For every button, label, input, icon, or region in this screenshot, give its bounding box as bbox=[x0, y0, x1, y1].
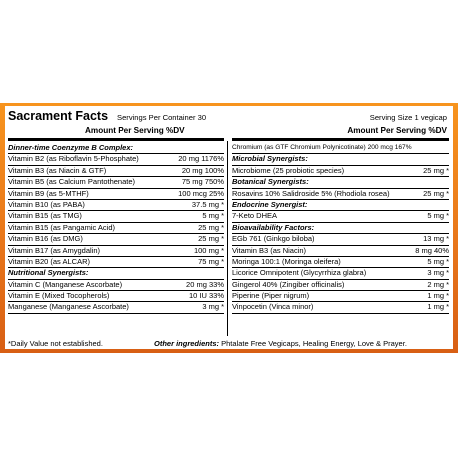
ingredient-row bbox=[232, 166, 449, 177]
ingredient-amount: 25 mg * bbox=[198, 222, 224, 232]
ingredient-name: Gingerol 40% (Zingiber officinalis) bbox=[232, 279, 345, 289]
section-heading bbox=[8, 143, 224, 154]
ingredient-name: Rosavins 10% Salidroside 5% (Rhodiola rosea) bbox=[232, 188, 390, 198]
ingredient-name: Vitamin B15 (as TMG) bbox=[8, 211, 82, 221]
ingredient-amount: 100 mcg 25% bbox=[178, 188, 224, 198]
supplement-facts-panel bbox=[5, 106, 453, 349]
ingredient-row bbox=[8, 177, 224, 188]
ingredient-row bbox=[232, 234, 449, 245]
ingredient-amount: 1 mg * bbox=[427, 302, 449, 312]
ingredient-name: Vitamin B3 (as Niacin) bbox=[232, 245, 307, 255]
ingredient-amount: 3 mg * bbox=[427, 268, 449, 278]
header-rule-right bbox=[232, 138, 449, 141]
ingredient-amount: 13 mg * bbox=[423, 234, 449, 244]
ingredient-name: Microbiome (25 probiotic species) bbox=[232, 165, 345, 175]
ingredient-row bbox=[8, 257, 224, 268]
ingredient-amount: 100 mg * bbox=[193, 245, 224, 255]
section-heading bbox=[232, 200, 449, 211]
ingredient-amount: 20 mg 100% bbox=[181, 165, 224, 175]
ingredient-amount: 25 mg * bbox=[423, 188, 449, 198]
ingredient-row bbox=[8, 211, 224, 222]
ingredient-row bbox=[232, 211, 449, 222]
ingredient-amount: 37.5 mg * bbox=[191, 199, 224, 209]
ingredients-right-column bbox=[232, 143, 449, 314]
ingredient-name: Licorice Omnipotent (Glycyrrhiza glabra) bbox=[232, 268, 367, 278]
ingredient-row bbox=[232, 257, 449, 268]
other-ingredients bbox=[154, 339, 407, 348]
ingredient-row bbox=[232, 280, 449, 291]
ingredient-row bbox=[232, 268, 449, 279]
serving-size: Serving Size 1 vegicap bbox=[369, 113, 447, 122]
ingredient-amount: 10 IU 33% bbox=[188, 291, 224, 301]
ingredient-row bbox=[232, 291, 449, 302]
ingredient-row bbox=[232, 189, 449, 200]
section-heading bbox=[8, 268, 224, 279]
column-divider bbox=[227, 141, 228, 336]
section-title: Bioavailability Factors: bbox=[232, 222, 315, 232]
ingredient-amount: 75 mg * bbox=[198, 256, 224, 266]
ingredient-row bbox=[232, 302, 449, 313]
ingredient-name: Vitamin B15 (as Pangamic Acid) bbox=[8, 222, 115, 232]
ingredient-amount: 2 mg * bbox=[427, 279, 449, 289]
section-title: Nutritional Synergists: bbox=[8, 268, 89, 278]
daily-value-note: *Daily Value not established. bbox=[8, 339, 103, 348]
ingredient-row bbox=[8, 223, 224, 234]
ingredient-row bbox=[8, 302, 224, 313]
ingredient-name: Vitamin B5 (as Calcium Pantothenate) bbox=[8, 177, 136, 187]
ingredient-name: Piperine (Piper nigrum) bbox=[232, 291, 310, 301]
ingredient-amount: 8 mg 40% bbox=[415, 245, 449, 255]
ingredient-row bbox=[8, 200, 224, 211]
other-ingredients-text: Phtalate Free Vegicaps, Healing Energy, Love & Prayer. bbox=[219, 339, 407, 348]
label-frame bbox=[0, 103, 458, 353]
ingredient-name: Vitamin B9 (as 5-MTHF) bbox=[8, 188, 89, 198]
ingredient-name: Manganese (Manganese Ascorbate) bbox=[8, 302, 129, 312]
section-heading bbox=[232, 177, 449, 188]
servings-per-container: Servings Per Container 30 bbox=[117, 113, 207, 122]
ingredient-name: Vitamin C (Manganese Ascorbate) bbox=[8, 279, 123, 289]
amount-per-serving-right: Amount Per Serving %DV bbox=[347, 126, 447, 135]
section-title: Botanical Synergists: bbox=[232, 177, 309, 187]
section-heading bbox=[232, 223, 449, 234]
ingredient-row bbox=[8, 166, 224, 177]
other-ingredients-label: Other ingredients: bbox=[154, 339, 220, 348]
ingredient-name: Vitamin E (Mixed Tocopherols) bbox=[8, 291, 110, 301]
ingredient-amount: 5 mg * bbox=[427, 256, 449, 266]
ingredients-left-column bbox=[8, 143, 224, 314]
ingredient-name: 7-Keto DHEA bbox=[232, 211, 278, 221]
ingredient-name: Vitamin B3 (as Niacin & GTF) bbox=[8, 165, 107, 175]
ingredient-row bbox=[232, 143, 449, 154]
section-heading bbox=[232, 154, 449, 165]
ingredient-name: Vinpocetin (Vinca minor) bbox=[232, 302, 314, 312]
ingredient-amount: 75 mg 750% bbox=[181, 177, 224, 187]
ingredient-amount: 25 mg * bbox=[423, 165, 449, 175]
amount-per-serving-left: Amount Per Serving %DV bbox=[85, 126, 185, 135]
ingredient-name: Vitamin B16 (as DMG) bbox=[8, 234, 83, 244]
section-title: Dinner-time Coenzyme B Complex: bbox=[8, 143, 134, 152]
header-rule-left bbox=[8, 138, 224, 141]
ingredient-row bbox=[8, 246, 224, 257]
ingredient-row bbox=[8, 291, 224, 302]
ingredient-amount: 5 mg * bbox=[427, 211, 449, 221]
ingredient-row bbox=[8, 189, 224, 200]
ingredient-name: Moringa 100:1 (Moringa oleifera) bbox=[232, 256, 341, 266]
section-title: Microbial Synergists: bbox=[232, 154, 308, 164]
ingredient-row bbox=[8, 280, 224, 291]
section-title: Endocrine Synergist: bbox=[232, 199, 308, 209]
ingredient-name: Vitamin B17 (as Amygdalin) bbox=[8, 245, 100, 255]
ingredient-amount: 3 mg * bbox=[202, 302, 224, 312]
ingredient-amount: 5 mg * bbox=[202, 211, 224, 221]
ingredient-row bbox=[8, 234, 224, 245]
ingredient-amount: 1 mg * bbox=[427, 291, 449, 301]
ingredient-name: Chromium (as GTF Chromium Polynicotinate) 200 mcg 167% bbox=[232, 144, 412, 151]
ingredient-name: Vitamin B2 (as Riboflavin 5-Phosphate) bbox=[8, 154, 139, 164]
ingredient-name: Vitamin B10 (as PABA) bbox=[8, 199, 85, 209]
ingredient-name: Vitamin B20 (as ALCAR) bbox=[8, 256, 90, 266]
ingredient-amount: 25 mg * bbox=[198, 234, 224, 244]
ingredient-amount: 20 mg 33% bbox=[186, 279, 224, 289]
ingredient-name: EGb 761 (Ginkgo biloba) bbox=[232, 234, 315, 244]
ingredient-row bbox=[8, 154, 224, 165]
label-title: Sacrament Facts bbox=[8, 109, 109, 123]
ingredient-row bbox=[232, 246, 449, 257]
ingredient-amount: 20 mg 1176% bbox=[178, 154, 224, 164]
